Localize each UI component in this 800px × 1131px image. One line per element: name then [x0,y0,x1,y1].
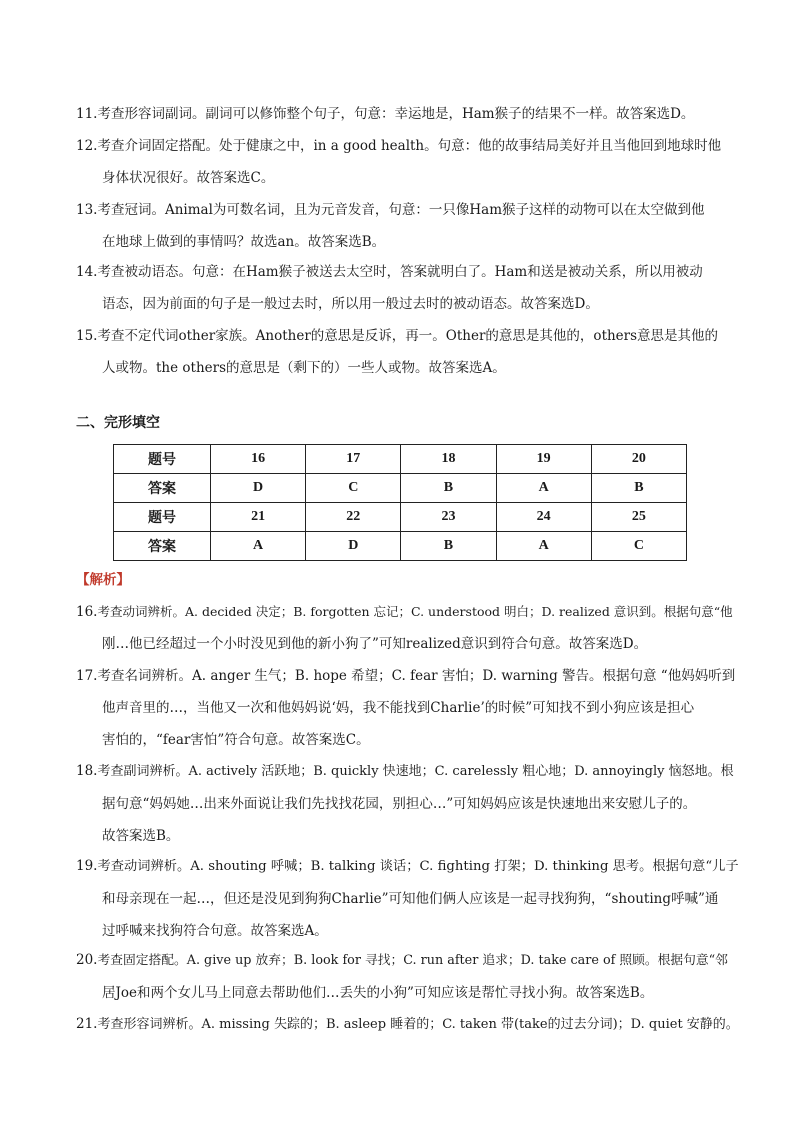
item-line: 考查形容词辨析。A. missing 失踪的；B. asleep 睡着的；C. taken 带(take的过去分词)；D. quiet 安静的。 [97,1017,739,1032]
item-line: 考查动词辨析。A. shouting 呼喊；B. talking 谈话；C. fighting 打架；D. thinking 思考。根据句意“儿子 [97,859,739,874]
item-line: 居Joe和两个女儿马上同意去帮助他们…丢失的小狗”可知应该是帮忙寻找小狗。故答案选B。 [102,985,654,1001]
item-number: 18. [76,763,98,779]
answer-table [113,444,687,561]
item-line: 据句意“妈妈她…出来外面说让我们先找找花园，别担心…”可知妈妈应该是快速地出来安慰儿子的。 [102,796,697,812]
explanation-item-19 [76,850,739,947]
table-cell: C [591,532,686,561]
item-number: 11. [76,106,98,122]
explanation-item-11 [76,98,736,130]
table-cell: 题号 [114,503,211,532]
table-cell: 18 [401,445,496,474]
item-line: 身体状况很好。故答案选C。 [102,170,275,186]
table-cell: 答案 [114,474,211,503]
item-line: 考查副词辨析。A. actively 活跃地；B. quickly 快速地；C. carelessly 粗心地；D. annoyingly 恼怒地。根 [97,764,734,779]
explanation-item-15 [76,320,736,384]
item-number: 16. [76,604,98,620]
item-number: 13. [76,202,98,218]
table-cell: D [306,532,401,561]
section-title: 二、完形填空 [76,415,160,431]
explanation-item-20 [76,944,736,1009]
explanation-item-16 [76,596,736,660]
item-line: 他声音里的…，当他又一次和他妈妈说‘妈，我不能找到Charlie’的时候”可知找不到小狗应该是担心 [102,700,695,716]
table-row [114,503,687,532]
item-line: 考查被动语态。句意：在Ham猴子被送去太空时，答案就明白了。Ham和送是被动关系，所以用被动 [97,264,703,280]
item-number: 20. [76,952,98,968]
table-cell: 17 [306,445,401,474]
item-line: 考查动词辨析。A. decided 决定；B. forgotten 忘记；C. understood 明白；D. realized 意识到。根据句意“他 [97,604,733,619]
item-line: 故答案选B。 [102,828,180,844]
item-number: 19. [76,858,98,874]
table-cell: 25 [591,503,686,532]
table-cell: A [496,474,591,503]
item-number: 17. [76,668,98,684]
analysis-label: 【解析】 [76,572,130,588]
table-cell: 21 [211,503,306,532]
explanation-item-13 [76,194,736,258]
item-line: 考查名词辨析。A. anger 生气；B. hope 希望；C. fear 害怕；D. warning 警告。根据句意 “他妈妈听到 [97,668,736,684]
explanation-item-17 [76,660,736,756]
table-cell: B [401,474,496,503]
explanation-item-18 [76,755,736,852]
item-number: 14. [76,264,98,280]
table-cell: 题号 [114,445,211,474]
item-number: 21. [76,1016,98,1032]
item-line: 人或物。the others的意思是（剩下的）一些人或物。故答案选A。 [102,360,506,376]
item-line: 语态，因为前面的句子是一般过去时，所以用一般过去时的被动语态。故答案选D。 [102,296,599,312]
explanation-item-21 [76,1008,739,1041]
table-row [114,445,687,474]
item-line: 考查形容词副词。副词可以修饰整个句子，句意：幸运地是，Ham猴子的结果不一样。故答案选D。 [97,106,695,122]
explanation-item-12 [76,130,736,194]
item-line: 和母亲现在一起…，但还是没见到狗狗Charlie”可知他们俩人应该是一起寻找狗狗，“shouting呼喊”通 [102,891,719,907]
item-line: 过呼喊来找狗符合句意。故答案选A。 [102,923,328,939]
table-cell: 答案 [114,532,211,561]
item-line: 在地球上做到的事情吗？故选an。故答案选B。 [102,234,386,250]
item-line: 考查介词固定搭配。处于健康之中，in a good health。句意：他的故事结局美好并且当他回到地球时他 [97,138,722,154]
item-number: 12. [76,138,98,154]
table-row [114,532,687,561]
item-number: 15. [76,328,98,344]
table-row [114,474,687,503]
table-cell: B [591,474,686,503]
table-cell: D [211,474,306,503]
table-cell: 19 [496,445,591,474]
table-cell: A [496,532,591,561]
item-line: 害怕的，“fear害怕”符合句意。故答案选C。 [102,732,370,748]
table-cell: 16 [211,445,306,474]
table-cell: B [401,532,496,561]
item-line: 刚…他已经超过一个小时没见到他的新小狗了”可知realized意识到符合句意。故答案选D。 [102,636,648,652]
item-line: 考查冠词。Animal为可数名词，且为元音发音，句意：一只像Ham猴子这样的动物可以在太空做到他 [97,202,705,218]
table-cell: A [211,532,306,561]
item-line: 考查不定代词other家族。Another的意思是反诉，再一。Other的意思是其他的，others意思是其他的 [97,328,719,344]
table-cell: 23 [401,503,496,532]
table-cell: 22 [306,503,401,532]
item-line: 考查固定搭配。A. give up 放弃；B. look for 寻找；C. run after 追求；D. take care of 照顾。根据句意“邻 [97,953,728,968]
table-cell: 24 [496,503,591,532]
explanation-item-14 [76,256,736,320]
table-cell: C [306,474,401,503]
table-cell: 20 [591,445,686,474]
